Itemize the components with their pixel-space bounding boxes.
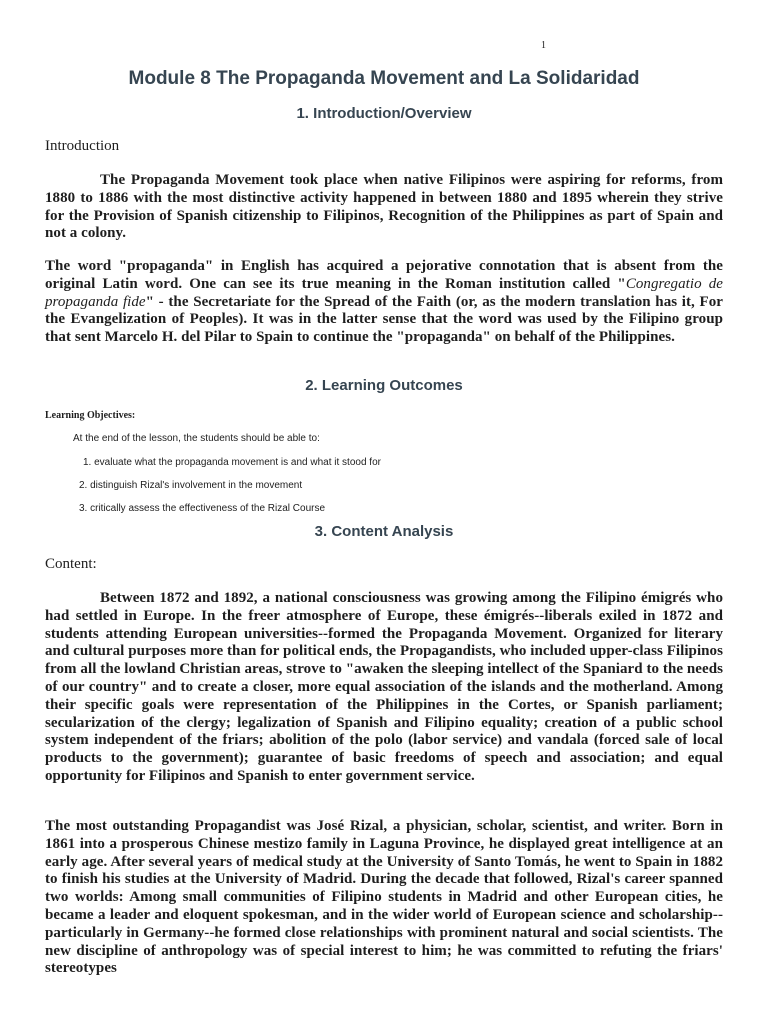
learning-objectives-list bbox=[79, 456, 381, 525]
intro-paragraph-1: The Propaganda Movement took place when native Filipinos were aspiring for reforms, from 1880 to 1886 with the most distinctive activity happened in between 1880 and 1895 wherein they strive for the Provision of Spanish citizenship to Filipinos, Recognition of the Philippines as part of Spain and not a colony. bbox=[45, 172, 723, 242]
learning-objectives-title: Learning Objectives: bbox=[45, 410, 136, 421]
content-paragraph-1: Between 1872 and 1892, a national consciousness was growing among the Filipino émigrés who had settled in Europe. In the freer atmosphere of Europe, these émigrés--liberals exiled in 1872 and students attending European universities--formed the Propaganda Movement. Organized for literary and cultural purposes more than for political ends, the Propagandists, who included upper-class Filipinos from all the lowland Christian areas, strove to "awaken the sleeping intellect of the Spaniard to the needs of our country" and to create a closer, more equal association of the islands and the motherland. Among their specific goals were representation of the Philippines in the Cortes, or Spanish parliament; secularization of the clergy; legalization of Spanish and Filipino equality; creation of a public school system independent of the friars; abolition of the polo (labor service) and vandala (forced sale of local products to the government); guarantee of basic freedoms of speech and association; and equal opportunity for Filipinos and Spanish to enter government service. bbox=[45, 590, 723, 784]
page-number: 1 bbox=[541, 40, 546, 51]
introduction-label: Introduction bbox=[45, 138, 120, 154]
content-paragraph-2: The most outstanding Propagandist was José Rizal, a physician, scholar, scientist, and writer. Born in 1861 into a prosperous Chinese mestizo family in Laguna Province, he displayed great intelligence at an early age. After several years of medical study at the University of Santo Tomás, he went to Spain in 1882 to finish his studies at the University of Madrid. During the decade that followed, Rizal's career spanned two worlds: Among small communities of Filipino students in Madrid and other European cities, he became a leader and eloquent spokesman, and in the wider world of European science and scholarship--particularly in Germany--he formed close relationships with prominent natural and social scientists. The new discipline of anthropology was of special interest to him; he was committed to refuting the friars' stereotypes bbox=[45, 818, 723, 977]
learning-objectives-lead: At the end of the lesson, the students should be able to: bbox=[73, 433, 320, 444]
list-item: 2. distinguish Rizal's involvement in the movement bbox=[79, 480, 303, 491]
module-title: Module 8 The Propaganda Movement and La Solidaridad bbox=[128, 68, 640, 89]
intro-paragraph-2-part-a: The word "propaganda" in English has acquired a pejorative connotation that is absent from the original Latin word. One can see its true meaning in the Roman institution called " bbox=[45, 258, 723, 292]
intro-paragraph-2 bbox=[45, 258, 723, 347]
section-heading-introduction: 1. Introduction/Overview bbox=[296, 105, 472, 122]
section-heading-learning-outcomes: 2. Learning Outcomes bbox=[305, 377, 463, 394]
section-heading-content-analysis: 3. Content Analysis bbox=[314, 523, 454, 540]
list-item: 1. evaluate what the propaganda movement is and what it stood for bbox=[83, 457, 381, 468]
list-item: 3. critically assess the effectiveness of the Rizal Course bbox=[79, 503, 326, 514]
intro-paragraph-2-part-b: " - the Secretariate for the Spread of the Faith (or, as the modern translation has it, For the Evangelization of Peoples). It was in the latter sense that the word was used by the Filipino group that sent Marcelo H. del Pilar to Spain to continue the "propaganda" on behalf of the Philippines. bbox=[45, 293, 723, 346]
content-label: Content: bbox=[45, 556, 97, 572]
latin-institution-name: Congregatio de propaganda fide bbox=[45, 275, 724, 310]
